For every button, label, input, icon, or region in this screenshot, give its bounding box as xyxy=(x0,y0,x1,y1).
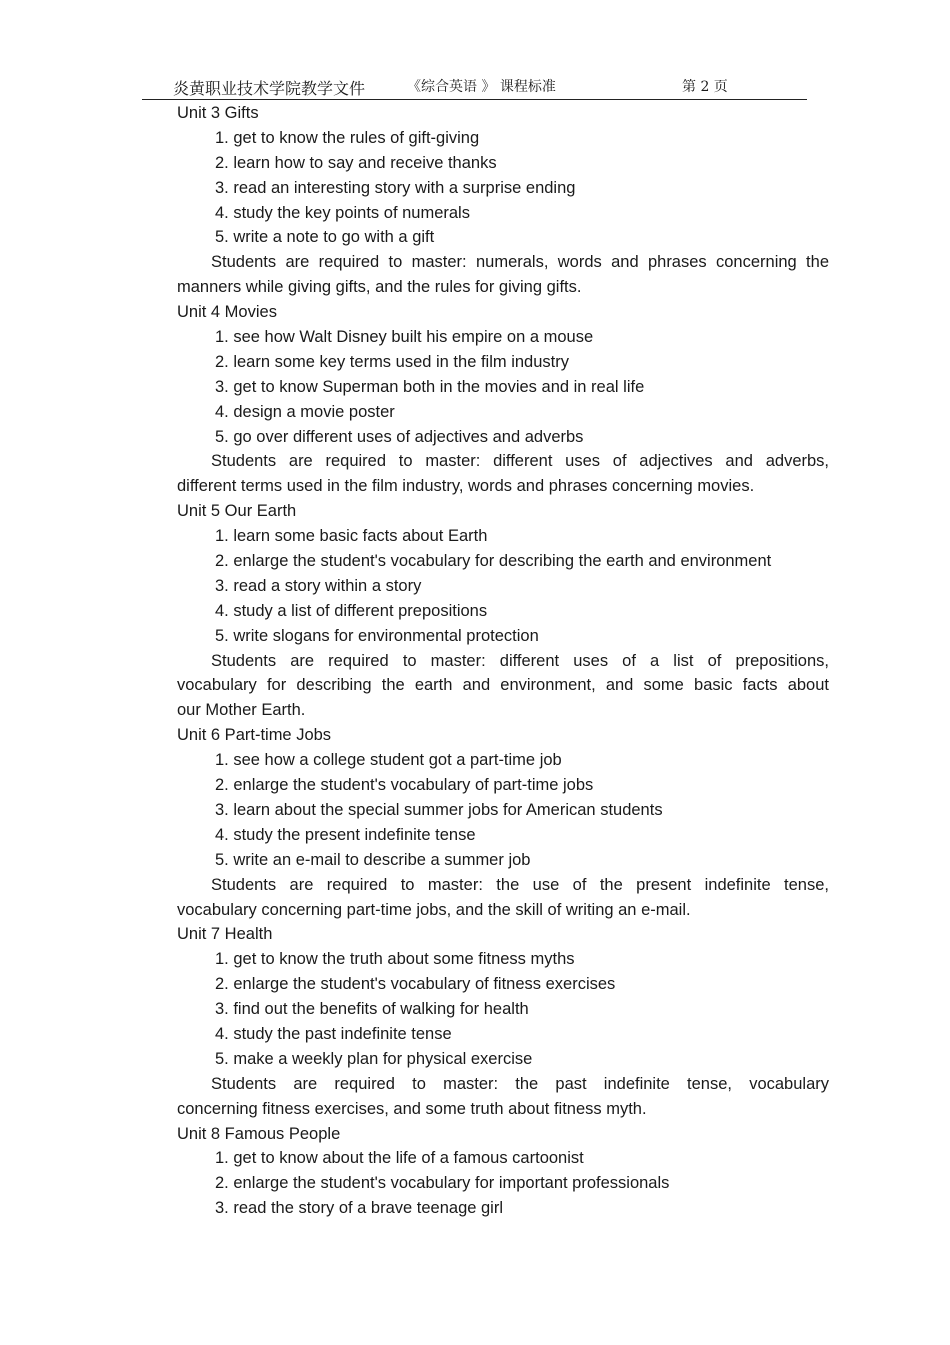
objective-item: 3. find out the benefits of walking for health xyxy=(215,1000,529,1019)
objective-item: 3. read the story of a brave teenage girl xyxy=(215,1199,504,1218)
unit-section xyxy=(177,101,829,300)
objective-item: 3. read an interesting story with a surprise ending xyxy=(215,178,576,197)
summary-line: Students are required to master: numerals, words and phrases concerning the xyxy=(211,253,829,272)
unit-section xyxy=(177,723,829,922)
objective-item: 5. go over different uses of adjectives and adverbs xyxy=(215,427,584,446)
objective-item: 2. enlarge the student's vocabulary for describing the earth and environment xyxy=(215,552,772,571)
unit-section xyxy=(177,499,829,723)
unit-title: Unit 4 Movies xyxy=(177,303,277,322)
unit-title: Unit 6 Part-time Jobs xyxy=(177,726,332,745)
objective-item: 5. write a note to go with a gift xyxy=(215,228,435,247)
objective-item: 3. get to know Superman both in the movies and in real life xyxy=(215,377,645,396)
objective-item: 2. enlarge the student's vocabulary for important professionals xyxy=(215,1174,670,1193)
summary-line: Students are required to master: the use of the present indefinite tense, xyxy=(211,875,829,894)
objective-item: 1. learn some basic facts about Earth xyxy=(215,527,488,546)
summary-line: manners while giving gifts, and the rules for giving gifts. xyxy=(177,278,582,297)
unit-title: Unit 8 Famous People xyxy=(177,1124,341,1143)
objective-item: 5. write an e-mail to describe a summer job xyxy=(215,850,531,869)
unit-section xyxy=(177,1122,829,1222)
objective-item: 1. get to know the truth about some fitness myths xyxy=(215,950,575,969)
objective-item: 1. get to know about the life of a famous cartoonist xyxy=(215,1149,584,1168)
unit-section xyxy=(177,922,829,1121)
objective-item: 1. see how a college student got a part-time job xyxy=(215,751,562,770)
page-header xyxy=(142,72,807,100)
summary-line: Students are required to master: different uses of a list of prepositions, xyxy=(211,651,829,670)
unit-section xyxy=(177,300,829,499)
objective-item: 4. study the past indefinite tense xyxy=(215,1024,452,1043)
objective-item: 2. enlarge the student's vocabulary of fitness exercises xyxy=(215,975,616,994)
objective-item: 4. study the key points of numerals xyxy=(215,203,470,222)
objective-item: 2. enlarge the student's vocabulary of part-time jobs xyxy=(215,776,594,795)
objective-item: 1. get to know the rules of gift-giving xyxy=(215,128,480,147)
summary-line: Students are required to master: different uses of adjectives and adverbs, xyxy=(211,452,829,471)
objective-item: 4. study a list of different prepositions xyxy=(215,601,488,620)
objective-item: 2. learn some key terms used in the film industry xyxy=(215,352,569,371)
objective-item: 4. study the present indefinite tense xyxy=(215,825,476,844)
objective-item: 1. see how Walt Disney built his empire on a mouse xyxy=(215,328,594,347)
objective-item: 5. make a weekly plan for physical exercise xyxy=(215,1049,533,1068)
header-page-number: 第 2 页 xyxy=(682,79,728,95)
unit-title: Unit 7 Health xyxy=(177,925,273,944)
objective-item: 3. read a story within a story xyxy=(215,576,422,595)
objective-item: 5. write slogans for environmental protection xyxy=(215,626,539,645)
summary-line: concerning fitness exercises, and some truth about fitness myth. xyxy=(177,1099,647,1118)
objective-item: 4. design a movie poster xyxy=(215,402,395,421)
unit-title: Unit 5 Our Earth xyxy=(177,502,297,521)
summary-line: Students are required to master: the past indefinite tense, vocabulary xyxy=(211,1074,829,1093)
objective-item: 3. learn about the special summer jobs for American students xyxy=(215,800,663,819)
document-body xyxy=(177,101,829,1221)
summary-line: our Mother Earth. xyxy=(177,701,306,720)
header-course-title: 《综合英语 》 课程标准 xyxy=(407,79,556,95)
summary-line: vocabulary concerning part-time jobs, and the skill of writing an e-mail. xyxy=(177,900,691,919)
unit-title: Unit 3 Gifts xyxy=(177,104,259,122)
header-school-name: 炎黄职业技术学院教学文件 xyxy=(173,79,366,98)
summary-line: vocabulary for describing the earth and environment, and some basic facts about xyxy=(177,676,829,695)
objective-item: 2. learn how to say and receive thanks xyxy=(215,153,497,172)
summary-line: different terms used in the film industry, words and phrases concerning movies. xyxy=(177,477,755,496)
